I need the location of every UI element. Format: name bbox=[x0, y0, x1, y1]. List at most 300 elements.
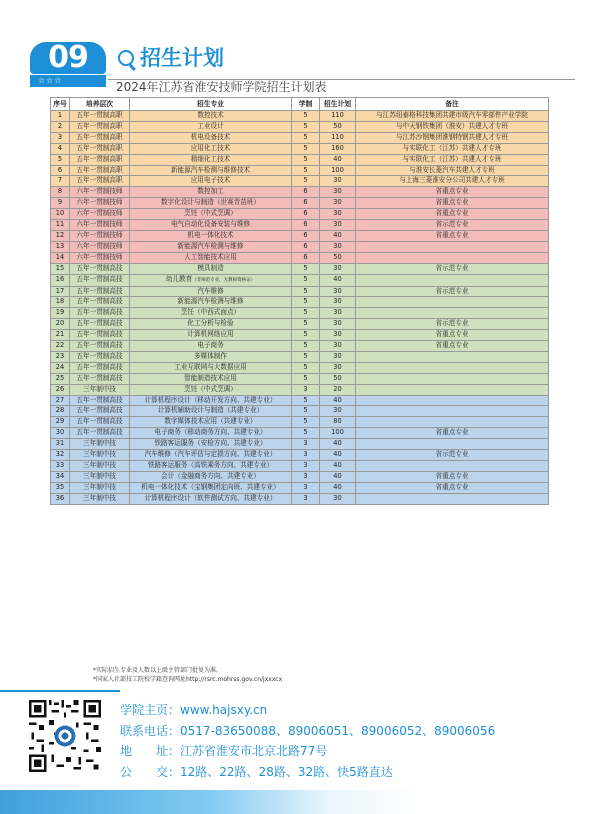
cell-major bbox=[130, 461, 292, 472]
cell-years-text: 5 bbox=[303, 341, 308, 350]
table-row bbox=[51, 176, 549, 187]
table-row bbox=[51, 297, 549, 308]
cell-plan-text: 30 bbox=[333, 351, 342, 360]
cell-plan-text: 30 bbox=[333, 241, 342, 250]
cell-no bbox=[51, 493, 70, 504]
cell-major bbox=[130, 241, 292, 252]
bus-line bbox=[120, 762, 495, 783]
enrollment-plan-table bbox=[50, 97, 549, 505]
cell-plan-text: 30 bbox=[333, 493, 342, 502]
col-header-plan: 招生计划 bbox=[320, 98, 356, 111]
cell-plan-text: 40 bbox=[333, 471, 342, 480]
cell-plan-text: 40 bbox=[333, 275, 342, 284]
cell-years bbox=[292, 373, 320, 384]
cell-no bbox=[51, 482, 70, 493]
cell-no bbox=[51, 351, 70, 362]
cell-remark bbox=[356, 165, 549, 176]
cell-plan bbox=[320, 482, 356, 493]
cell-plan bbox=[320, 330, 356, 341]
homepage-label: 学院主页： bbox=[120, 703, 181, 717]
cell-level bbox=[70, 165, 130, 176]
cell-no-text: 9 bbox=[57, 198, 63, 207]
table-row bbox=[51, 362, 549, 373]
cell-plan bbox=[320, 351, 356, 362]
cell-remark-text: 省重点专业 bbox=[435, 330, 469, 339]
qr-code-icon bbox=[29, 700, 101, 772]
cell-remark-text: 省重点专业 bbox=[435, 471, 469, 480]
cell-remark bbox=[356, 252, 549, 263]
cell-remark bbox=[356, 439, 549, 450]
cell-no bbox=[51, 143, 70, 154]
cell-level-text: 五年一贯制高技 bbox=[76, 362, 123, 371]
cell-level-text: 六年一贯制技师 bbox=[76, 241, 123, 250]
table-row bbox=[51, 330, 549, 341]
cell-remark bbox=[356, 373, 549, 384]
cell-level-text: 六年一贯制技师 bbox=[76, 209, 123, 218]
cell-years-text: 5 bbox=[303, 373, 308, 382]
section-number: 09 bbox=[30, 42, 106, 74]
col-header-level: 培养层次 bbox=[70, 98, 130, 111]
cell-years-text: 5 bbox=[303, 406, 308, 415]
bus-value: 12路、22路、28路、32路、快5路直达 bbox=[180, 764, 393, 779]
cell-major-text: 计算机网络应用 bbox=[187, 330, 234, 339]
cell-major bbox=[130, 341, 292, 352]
cell-years bbox=[292, 241, 320, 252]
table-row bbox=[51, 209, 549, 220]
table-row bbox=[51, 198, 549, 209]
section-title: 招生计划 bbox=[140, 46, 224, 70]
cell-remark-text: 省重点专业 bbox=[435, 482, 469, 491]
cell-remark bbox=[356, 111, 549, 122]
table-subtitle: 2024年江苏省淮安技师学院招生计划表 bbox=[116, 80, 327, 94]
cell-years-text: 5 bbox=[303, 132, 308, 141]
cell-plan bbox=[320, 384, 356, 395]
cell-major-text: 计算机程序设计（软件测试方向、共建专业） bbox=[144, 493, 277, 502]
cell-plan bbox=[320, 274, 356, 286]
cell-plan bbox=[320, 341, 356, 352]
cell-remark-text: 省重点专业 bbox=[435, 187, 469, 196]
cell-no-text: 6 bbox=[57, 165, 63, 174]
cell-years-text: 5 bbox=[303, 308, 308, 317]
cell-years-text: 3 bbox=[303, 461, 308, 469]
cell-years bbox=[292, 165, 320, 176]
cell-plan-text: 110 bbox=[331, 111, 344, 119]
cell-no-text: 18 bbox=[55, 297, 65, 306]
cell-no bbox=[51, 373, 70, 384]
cell-major bbox=[130, 471, 292, 482]
cell-remark bbox=[356, 297, 549, 308]
contact-info bbox=[120, 700, 495, 782]
cell-years-text: 5 bbox=[303, 286, 308, 295]
cell-plan bbox=[320, 297, 356, 308]
table-row bbox=[51, 143, 549, 154]
cell-major bbox=[130, 252, 292, 263]
table-row bbox=[51, 395, 549, 406]
cell-remark bbox=[356, 143, 549, 154]
cell-plan-text: 30 bbox=[333, 263, 342, 272]
cell-no bbox=[51, 209, 70, 220]
cell-major-text: 应用电子技术 bbox=[190, 176, 231, 185]
cell-years-text: 5 bbox=[303, 297, 308, 306]
cell-major bbox=[130, 187, 292, 198]
cell-years bbox=[292, 252, 320, 263]
cell-remark bbox=[356, 395, 549, 406]
cell-years bbox=[292, 450, 320, 461]
cell-plan-text: 160 bbox=[331, 143, 344, 152]
cell-level-text: 三年制中技 bbox=[83, 384, 116, 393]
cell-no bbox=[51, 198, 70, 209]
cell-plan bbox=[320, 241, 356, 252]
cell-level bbox=[70, 274, 130, 286]
cell-years bbox=[292, 308, 320, 319]
cell-plan-text: 30 bbox=[333, 286, 342, 295]
cell-major-text: 汽车维修（汽车评估与定损方向、共建专业） bbox=[144, 450, 277, 459]
cell-remark bbox=[356, 330, 549, 341]
cell-level-text: 五年一贯制高职 bbox=[76, 132, 123, 141]
cell-major bbox=[130, 209, 292, 220]
cell-level bbox=[70, 111, 130, 122]
cell-major bbox=[130, 330, 292, 341]
table-row bbox=[51, 111, 549, 122]
cell-level-text: 三年制中技 bbox=[83, 482, 116, 491]
bus-label: 公 交： bbox=[120, 764, 181, 779]
cell-level bbox=[70, 384, 130, 395]
cell-no-text: 35 bbox=[55, 482, 65, 491]
cell-no bbox=[51, 450, 70, 461]
cell-no-text: 16 bbox=[55, 275, 65, 284]
cell-major bbox=[130, 362, 292, 373]
cell-years bbox=[292, 417, 320, 428]
cell-years-text: 6 bbox=[303, 241, 308, 250]
table-row bbox=[51, 132, 549, 143]
table-row bbox=[51, 154, 549, 165]
cell-major bbox=[130, 428, 292, 439]
cell-years bbox=[292, 230, 320, 241]
cell-major bbox=[130, 482, 292, 493]
cell-plan-text: 100 bbox=[331, 165, 344, 174]
col-header-years: 学制 bbox=[292, 98, 320, 111]
cell-major bbox=[130, 297, 292, 308]
cell-level-text: 五年一贯制高职 bbox=[76, 165, 123, 174]
cell-no-text: 14 bbox=[55, 252, 65, 261]
cell-plan-text: 40 bbox=[333, 230, 342, 239]
cell-no bbox=[51, 341, 70, 352]
cell-remark-text: 省示范专业 bbox=[435, 286, 469, 295]
address-label: 地 址： bbox=[120, 744, 181, 758]
table-row bbox=[51, 406, 549, 417]
cell-level-text: 五年一贯制高技 bbox=[76, 406, 123, 415]
cell-remark-text: 与江苏沙钢集团淮钢特钢共建人才专班 bbox=[395, 132, 509, 141]
cell-remark-text: 省示范专业 bbox=[435, 319, 469, 328]
cell-years-text: 5 bbox=[303, 417, 308, 426]
cell-years-text: 5 bbox=[303, 428, 308, 437]
cell-major-text: 电气自动化设备安装与维修 bbox=[170, 220, 251, 229]
cell-plan bbox=[320, 319, 356, 330]
cell-years-text: 5 bbox=[303, 165, 308, 174]
cell-years bbox=[292, 143, 320, 154]
cell-years-text: 3 bbox=[303, 439, 308, 448]
cell-years bbox=[292, 351, 320, 362]
cell-plan bbox=[320, 362, 356, 373]
cell-no-text: 29 bbox=[55, 417, 65, 426]
cell-major-text: 烹饪（中式烹调） bbox=[184, 209, 237, 218]
cell-years bbox=[292, 176, 320, 187]
cell-major-text: 应用化工技术 bbox=[190, 143, 231, 152]
cell-years-text: 5 bbox=[303, 330, 308, 339]
cell-no-text: 8 bbox=[57, 187, 63, 196]
cell-major bbox=[130, 417, 292, 428]
cell-level-text: 五年一贯制高技 bbox=[76, 263, 123, 272]
table-row bbox=[51, 263, 549, 274]
cell-no-text: 15 bbox=[55, 263, 65, 272]
cell-major bbox=[130, 373, 292, 384]
cell-level bbox=[70, 450, 130, 461]
cell-years-text: 5 bbox=[303, 395, 308, 404]
cell-remark-text: 省重点专业 bbox=[435, 230, 469, 239]
cell-years bbox=[292, 461, 320, 472]
cell-major bbox=[130, 286, 292, 297]
cell-level-text: 六年一贯制技师 bbox=[76, 252, 123, 261]
cell-remark bbox=[356, 471, 549, 482]
cell-level bbox=[70, 241, 130, 252]
cell-remark-text: 与中天钢铁集团（淮安）共建人才专班 bbox=[395, 121, 509, 130]
cell-years bbox=[292, 493, 320, 504]
cell-remark bbox=[356, 121, 549, 132]
cell-no-text: 12 bbox=[55, 230, 65, 239]
cell-level-text: 五年一贯制高技 bbox=[76, 341, 123, 350]
cell-years bbox=[292, 428, 320, 439]
cell-remark bbox=[356, 230, 549, 241]
homepage-link[interactable]: www.hajsxy.cn bbox=[180, 703, 268, 717]
cell-years-text: 3 bbox=[303, 450, 308, 459]
cell-plan-text: 30 bbox=[333, 406, 342, 415]
cell-level bbox=[70, 471, 130, 482]
cell-years bbox=[292, 187, 320, 198]
cell-years bbox=[292, 384, 320, 395]
bottom-decoration bbox=[0, 790, 600, 814]
footer-accent-line bbox=[0, 690, 120, 692]
cell-years-text: 6 bbox=[303, 252, 308, 261]
cell-major-text: 工业设计 bbox=[197, 121, 224, 130]
cell-level-text: 五年一贯制高技 bbox=[76, 395, 123, 404]
cell-major-text: 烹饪（中式烹调） bbox=[184, 384, 237, 393]
table-row bbox=[51, 461, 549, 472]
cell-years-text: 6 bbox=[303, 187, 308, 196]
cell-years bbox=[292, 330, 320, 341]
cell-remark-text: 与淮安长菱汽车共建人才专班 bbox=[409, 165, 495, 174]
page-header bbox=[30, 40, 575, 94]
table-row bbox=[51, 482, 549, 493]
cell-level bbox=[70, 351, 130, 362]
cell-level bbox=[70, 362, 130, 373]
cell-level-text: 五年一贯制高职 bbox=[76, 143, 123, 152]
cell-plan-text: 40 bbox=[333, 439, 342, 448]
cell-level-text: 六年一贯制技师 bbox=[76, 230, 123, 239]
cell-no-text: 1 bbox=[57, 111, 63, 119]
cell-plan-text: 30 bbox=[333, 362, 342, 371]
cell-plan-text: 40 bbox=[333, 395, 342, 404]
cell-no-text: 33 bbox=[55, 461, 65, 469]
cell-major-text: 数字化设计与制造（世赛青苗班） bbox=[161, 198, 260, 207]
cell-major bbox=[130, 230, 292, 241]
cell-level bbox=[70, 341, 130, 352]
cell-remark bbox=[356, 351, 549, 362]
cell-remark bbox=[356, 406, 549, 417]
table-row bbox=[51, 220, 549, 231]
cell-level-text: 五年一贯制高技 bbox=[76, 417, 123, 426]
cell-years bbox=[292, 439, 320, 450]
cell-plan-text: 30 bbox=[333, 330, 342, 339]
cell-no bbox=[51, 165, 70, 176]
cell-no-text: 25 bbox=[55, 373, 65, 382]
table-row bbox=[51, 252, 549, 263]
cell-remark bbox=[356, 286, 549, 297]
cell-years bbox=[292, 482, 320, 493]
cell-level bbox=[70, 121, 130, 132]
cell-plan bbox=[320, 493, 356, 504]
cell-level-text: 五年一贯制高技 bbox=[76, 373, 123, 382]
cell-remark bbox=[356, 493, 549, 504]
footnote-1: *实际招生专业及人数以上级主管部门批复为准。 bbox=[93, 667, 223, 674]
cell-plan-text: 30 bbox=[333, 308, 342, 317]
cell-years bbox=[292, 132, 320, 143]
cell-no bbox=[51, 428, 70, 439]
cell-years bbox=[292, 297, 320, 308]
cell-remark-text: 与上海三菱淮安分公司共建人才专班 bbox=[399, 176, 505, 185]
cell-no-text: 3 bbox=[57, 132, 63, 141]
cell-no bbox=[51, 330, 70, 341]
cell-no-text: 34 bbox=[55, 471, 65, 480]
cell-major-text: 智能制造技术应用 bbox=[184, 373, 237, 382]
cell-no-text: 30 bbox=[55, 428, 65, 437]
cell-level-text: 五年一贯制高职 bbox=[76, 154, 123, 163]
cell-level bbox=[70, 252, 130, 263]
cell-no bbox=[51, 395, 70, 406]
cell-years-text: 3 bbox=[303, 493, 308, 502]
table-row bbox=[51, 417, 549, 428]
cell-years bbox=[292, 274, 320, 286]
cell-remark bbox=[356, 417, 549, 428]
cell-plan bbox=[320, 187, 356, 198]
cell-major-text: 铁路客运服务（高铁乘务方向、共建专业） bbox=[147, 461, 274, 469]
cell-major-text: 计算机辅助设计与制造（共建专业） bbox=[157, 406, 264, 415]
homepage-line bbox=[120, 700, 495, 721]
cell-major-text: 模具制造 bbox=[197, 263, 224, 272]
cell-remark-text: 与江苏纽泰格科技集团共建市级汽车零部件产业学院 bbox=[376, 111, 528, 119]
cell-major bbox=[130, 384, 292, 395]
cell-no-text: 17 bbox=[55, 286, 65, 295]
cell-plan bbox=[320, 220, 356, 231]
cell-no-text: 5 bbox=[57, 154, 63, 163]
cell-major-text: 电子商务 bbox=[197, 341, 224, 350]
cell-major bbox=[130, 220, 292, 231]
cell-years bbox=[292, 154, 320, 165]
cell-remark bbox=[356, 132, 549, 143]
cell-major-text: 新能源汽车检测与维修 bbox=[177, 241, 244, 250]
phone-label: 联系电话： bbox=[120, 723, 181, 738]
cell-years bbox=[292, 341, 320, 352]
cell-plan bbox=[320, 111, 356, 122]
cell-level-text: 五年一贯制高职 bbox=[76, 176, 123, 185]
cell-remark bbox=[356, 308, 549, 319]
cell-years bbox=[292, 209, 320, 220]
cell-no bbox=[51, 471, 70, 482]
cell-level-text: 五年一贯制高技 bbox=[76, 351, 123, 360]
col-header-remark: 备注 bbox=[356, 98, 549, 111]
cell-no-text: 28 bbox=[55, 406, 65, 415]
cell-no bbox=[51, 384, 70, 395]
cell-no bbox=[51, 230, 70, 241]
cell-no-text: 36 bbox=[55, 493, 65, 502]
cell-no bbox=[51, 439, 70, 450]
cell-major bbox=[130, 319, 292, 330]
cell-no bbox=[51, 286, 70, 297]
cell-years-text: 6 bbox=[303, 209, 308, 218]
cell-major bbox=[130, 308, 292, 319]
cell-major-text: 汽车维修 bbox=[197, 286, 224, 295]
cell-major bbox=[130, 406, 292, 417]
cell-years bbox=[292, 220, 320, 231]
cell-no-text: 31 bbox=[55, 439, 65, 448]
cell-remark bbox=[356, 187, 549, 198]
cell-remark bbox=[356, 428, 549, 439]
cell-no bbox=[51, 406, 70, 417]
cell-plan bbox=[320, 428, 356, 439]
cell-no-text: 2 bbox=[57, 121, 63, 130]
cell-level bbox=[70, 406, 130, 417]
cell-major bbox=[130, 395, 292, 406]
cell-no-text: 4 bbox=[57, 143, 63, 152]
cell-plan-text: 30 bbox=[333, 198, 342, 207]
cell-major bbox=[130, 351, 292, 362]
cell-remark-text: 省重点专业 bbox=[435, 209, 469, 218]
cell-plan-text: 50 bbox=[333, 373, 342, 382]
cell-no bbox=[51, 111, 70, 122]
cell-years bbox=[292, 406, 320, 417]
cell-remark bbox=[356, 220, 549, 231]
cell-no-text: 11 bbox=[55, 220, 65, 229]
cell-no-text: 32 bbox=[55, 450, 65, 459]
cell-major bbox=[130, 450, 292, 461]
cell-remark-text: 与实联化工（江苏）共建人才专班 bbox=[402, 143, 502, 152]
cell-no-text: 26 bbox=[55, 384, 65, 393]
cell-major bbox=[130, 198, 292, 209]
cell-major-text: 数控技术 bbox=[197, 111, 224, 119]
table-row bbox=[51, 341, 549, 352]
cell-plan bbox=[320, 439, 356, 450]
cell-level-text: 三年制中技 bbox=[83, 461, 116, 469]
cell-years-text: 5 bbox=[303, 143, 308, 152]
cell-major-text: 机电设备技术 bbox=[190, 132, 231, 141]
table-row bbox=[51, 351, 549, 362]
cell-level bbox=[70, 209, 130, 220]
cell-level bbox=[70, 286, 130, 297]
cell-no-text: 21 bbox=[55, 330, 65, 339]
magnifier-icon bbox=[118, 50, 134, 66]
cell-plan-text: 40 bbox=[333, 154, 342, 163]
cell-level bbox=[70, 220, 130, 231]
phone-line bbox=[120, 721, 495, 742]
cell-no bbox=[51, 241, 70, 252]
cell-no bbox=[51, 461, 70, 472]
cell-remark bbox=[356, 209, 549, 220]
cell-level bbox=[70, 439, 130, 450]
cell-remark bbox=[356, 384, 549, 395]
cell-no bbox=[51, 121, 70, 132]
cell-no bbox=[51, 252, 70, 263]
cell-remark bbox=[356, 198, 549, 209]
cell-plan bbox=[320, 461, 356, 472]
